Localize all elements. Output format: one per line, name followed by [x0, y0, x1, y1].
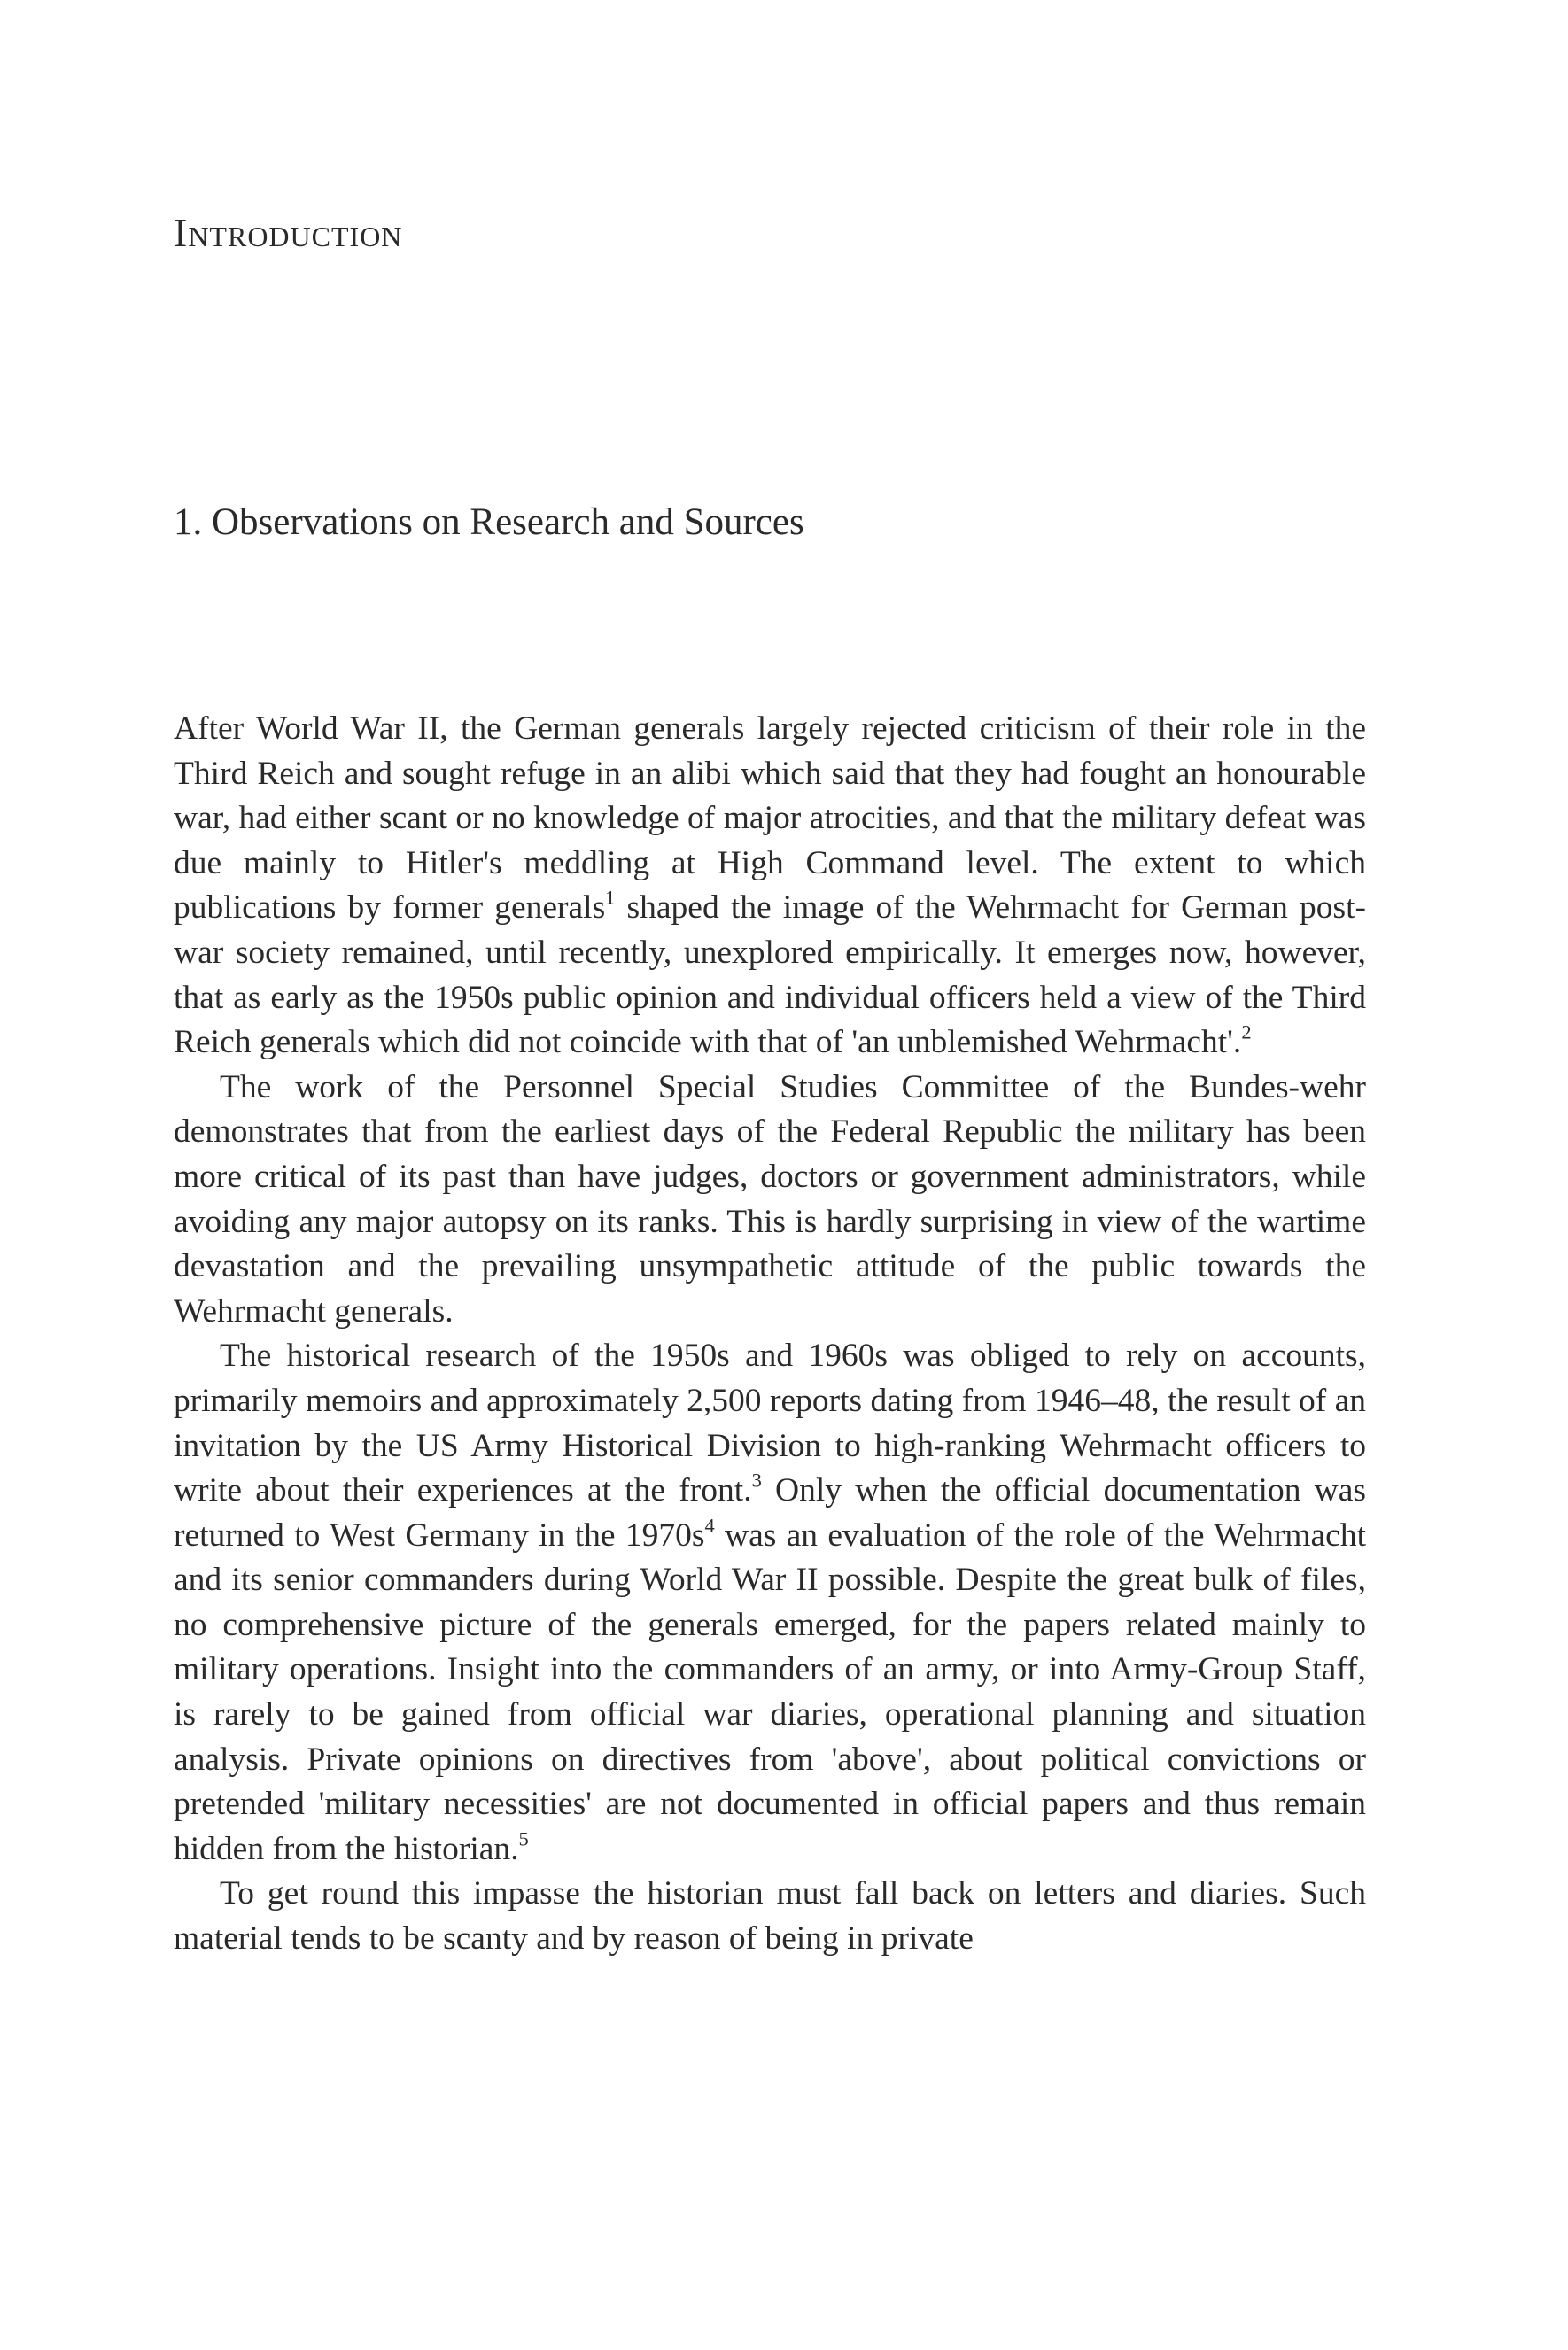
footnote-marker-5: 5 — [518, 1827, 529, 1850]
paragraph-text: The historical research of the 1950s and 1960s was obliged to rely on accounts, primarily memoirs and approximately 2,500 reports dating from 1946–48, the result of an invitation by the US Army Historical Division to high-ranking Wehrmacht officers to write about their experiences at the front. — [174, 1338, 1366, 1509]
paragraph-text: was an evaluation of the role of the Wehrmacht and its senior commanders during World War II possible. Despite the great bulk of files, no comprehensive picture of the generals emerged, for the papers related mainly to military operations. Insight into the commanders of an army, or into Army-Group Staff, is rarely to be gained from official war diaries, operational planning and situation analysis. Private opinions on directives from 'above', about political convictions or pretended 'military necessities' are not documented in official papers and thus remain hidden from the historian. — [174, 1516, 1366, 1867]
section-heading: 1. Observations on Research and Sources — [174, 501, 804, 543]
body-text — [174, 707, 1366, 1962]
paragraph-text: shaped the image of the Wehrmacht for German post-war society remained, until recently, unexplored empirically. It emerges now, however, that as early as the 1950s public opinion and individual officers held a view of the Third Reich generals which did not coincide with that of 'an unblemished Wehrmacht'. — [174, 889, 1366, 1061]
paragraph-text: To get round this impasse the historian must fall back on letters and diaries. Such material tends to be scanty and by reason of being in private — [174, 1875, 1366, 1958]
footnote-marker-4: 4 — [704, 1513, 715, 1536]
paragraph-3 — [174, 1334, 1366, 1872]
chapter-title: Introduction — [174, 210, 403, 255]
paragraph-2 — [174, 1066, 1366, 1335]
footnote-marker-3: 3 — [751, 1469, 762, 1492]
paragraph-text: The work of the Personnel Special Studies Committee of the Bundes-wehr demonstrates that from the earliest days of the Federal Republic the military has been more critical of its past than have judges, doctors or government administrators, while avoiding any major autopsy on its ranks. This is hardly surprising in view of the wartime devastation and the prevailing unsympathetic attitude of the public towards the Wehrmacht generals. — [174, 1068, 1366, 1330]
paragraph-text: Only when the official documentation was returned to West Germany in the 1970s — [174, 1472, 1367, 1554]
footnote-marker-1: 1 — [605, 886, 616, 909]
paragraph-text: After World War II, the German generals largely rejected criticism of their role in the Third Reich and sought refuge in an alibi which said that they had fought an honourable war, had either scant or no knowledge of major atrocities, and that the military defeat was due mainly to Hitler's meddling at High Command level. The extent to which publications by former generals — [174, 710, 1366, 927]
footnote-marker-2: 2 — [1241, 1020, 1252, 1043]
paragraph-4 — [174, 1872, 1366, 1961]
paragraph-1 — [174, 707, 1366, 1066]
